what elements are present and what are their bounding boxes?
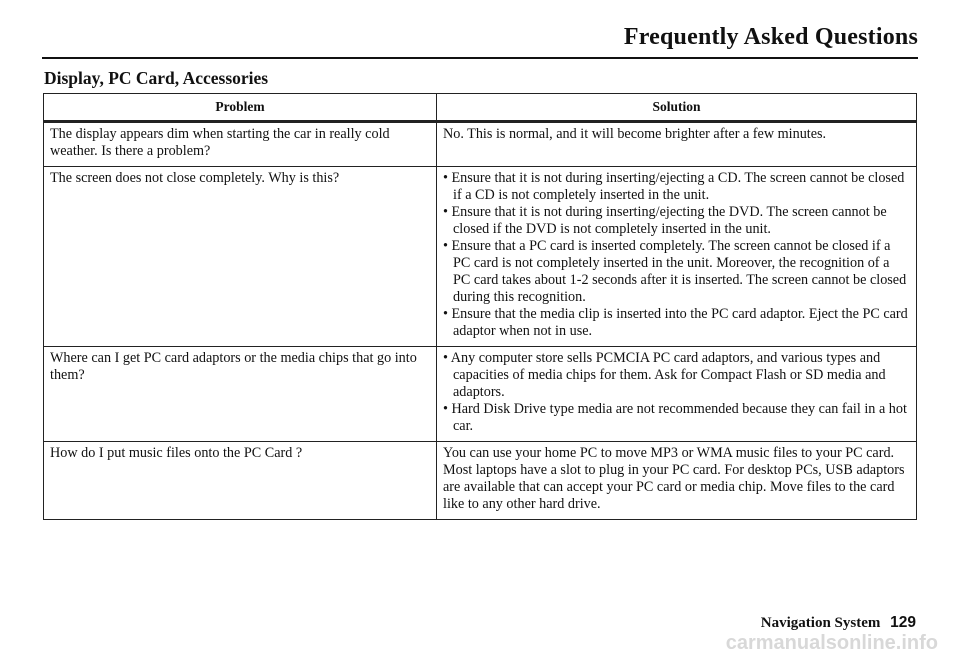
solution-cell: No. This is normal, and it will become brighter after a few minutes. (437, 122, 917, 167)
section-heading: Display, PC Card, Accessories (44, 68, 269, 88)
table-row (44, 167, 917, 347)
solution-bullet: • Ensure that a PC card is inserted completely. The screen cannot be closed if a PC card is not completely inserted in the unit. Moreover, the recognition of a PC card takes about 1-2 seconds after it is inserted. The screen cannot be closed during this recognition. (443, 238, 907, 305)
table-row (44, 442, 917, 520)
watermark: carmanualsonline.info (725, 632, 938, 654)
page-footer (761, 614, 916, 632)
problem-cell: How do I put music files onto the PC Card ? (44, 442, 437, 520)
table-row (44, 347, 917, 442)
problem-cell: Where can I get PC card adaptors or the media chips that go into them? (44, 347, 437, 442)
solution-cell: You can use your home PC to move MP3 or WMA music files to your PC card. Most laptops have a slot to plug in your PC card. For desktop PCs, USB adaptors are available that can accept your PC card or media chip. Move files to the card like to any other hard drive. (437, 442, 917, 520)
solution-bullet: • Ensure that it is not during inserting/ejecting a CD. The screen cannot be closed if a CD is not completely inserted in the unit. (443, 170, 905, 203)
solution-cell (437, 347, 917, 442)
solution-bullet: • Ensure that the media clip is inserted into the PC card adaptor. Eject the PC card adaptor when not in use. (443, 306, 908, 339)
page-title: Frequently Asked Questions (623, 24, 918, 50)
column-header-solution: Solution (437, 94, 917, 122)
solution-list (443, 170, 910, 340)
column-header-problem: Problem (44, 94, 437, 122)
table-row (44, 122, 917, 167)
problem-cell: The display appears dim when starting the car in really cold weather. Is there a problem? (44, 122, 437, 167)
solution-list (443, 350, 910, 435)
table-header-row (44, 94, 917, 122)
problem-cell: The screen does not close completely. Why is this? (44, 167, 437, 347)
footer-label: Navigation System (760, 615, 881, 631)
solution-bullet: • Hard Disk Drive type media are not recommended because they can fail in a hot car. (443, 401, 907, 434)
solution-bullet: • Any computer store sells PCMCIA PC card adaptors, and various types and capacities of media chips for them. Ask for Compact Flash or SD media and adaptors. (443, 350, 886, 400)
page-number: 129 (890, 614, 916, 631)
faq-table (43, 93, 917, 520)
title-divider (42, 57, 918, 59)
solution-cell (437, 167, 917, 347)
solution-bullet: • Ensure that it is not during inserting/ejecting the DVD. The screen cannot be closed if the DVD is not completely inserted in the unit. (443, 204, 887, 237)
